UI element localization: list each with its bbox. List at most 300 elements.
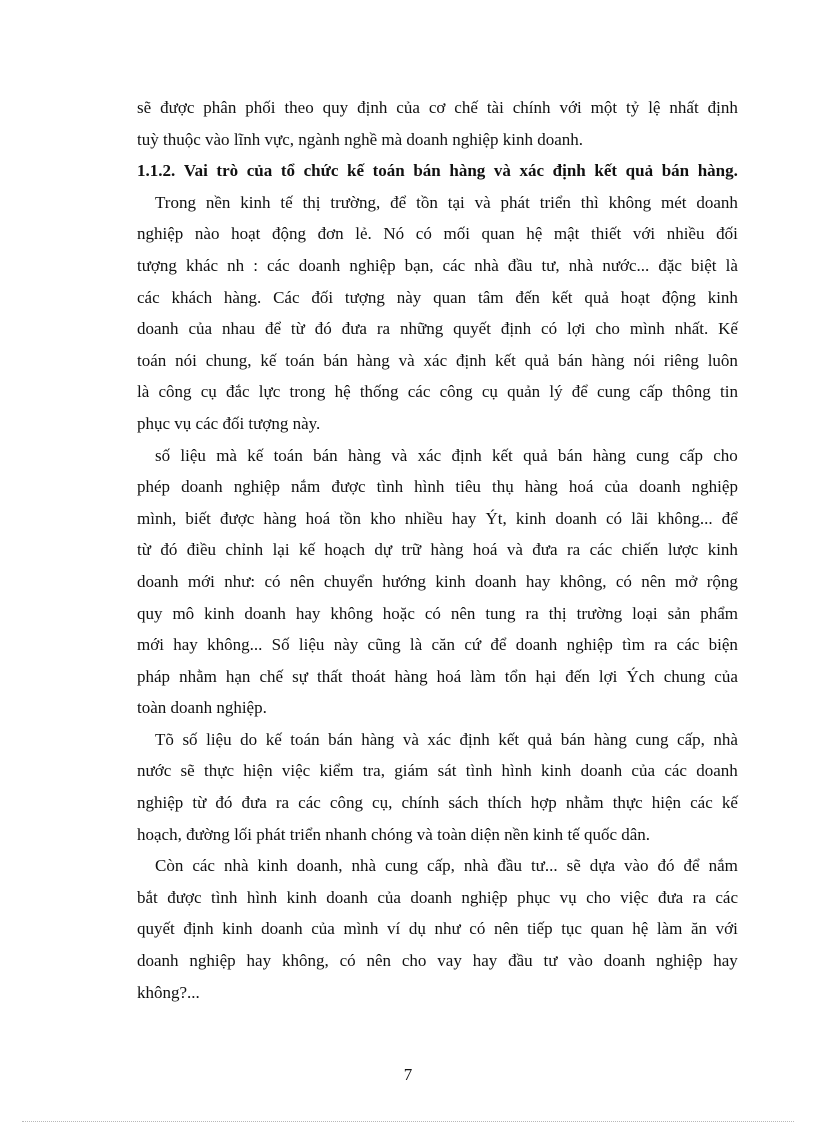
word: kinh	[707, 287, 738, 307]
word: nhất.	[674, 319, 709, 339]
word: quyết	[137, 919, 175, 939]
word: thuộc	[162, 129, 201, 149]
body-line	[137, 313, 738, 345]
word: vào	[205, 129, 230, 149]
body-line	[137, 882, 738, 914]
word: nền	[504, 824, 529, 844]
word: kinh	[222, 919, 253, 939]
word: nhằm	[565, 793, 604, 813]
word: nghề	[344, 129, 378, 149]
word: nước...	[602, 255, 650, 275]
word: doanh	[515, 635, 558, 655]
word: hàng.	[223, 287, 262, 307]
word: tế	[280, 192, 293, 212]
word: kinh	[257, 856, 288, 876]
word: hàng	[361, 729, 395, 749]
body-line	[137, 945, 738, 977]
page-bottom-border	[22, 1121, 794, 1122]
word: hại	[535, 666, 557, 686]
word: kế	[347, 161, 364, 181]
word: bán	[328, 729, 353, 749]
word: cấp,	[427, 856, 455, 876]
word: mình,	[137, 508, 177, 528]
word: kinh	[435, 571, 466, 591]
word: có	[606, 508, 623, 528]
word: đó	[215, 793, 233, 813]
word: của	[377, 887, 401, 907]
word: kế	[298, 540, 315, 560]
word: nước	[137, 761, 172, 781]
word: đặc	[658, 255, 682, 275]
word: bán	[560, 729, 586, 749]
body-line	[137, 534, 738, 566]
word: dựa	[589, 856, 616, 876]
word: hợp	[530, 793, 557, 813]
word: có	[469, 919, 486, 939]
word: ngành	[298, 129, 340, 149]
word: không,	[559, 571, 607, 591]
word: doanh	[137, 319, 179, 339]
word: Trong	[155, 192, 196, 212]
word: Kế	[718, 319, 738, 339]
word: và	[506, 540, 523, 560]
word: hoá	[305, 508, 331, 528]
word: trữ	[401, 540, 422, 560]
word: được	[167, 887, 202, 907]
word: tiếp	[527, 919, 553, 939]
word: bán	[557, 445, 583, 465]
word: ăn	[691, 919, 708, 939]
word: kế	[721, 793, 738, 813]
word: của	[604, 477, 629, 497]
word: quả	[527, 729, 553, 749]
word: hàng	[524, 477, 558, 497]
word: diện	[470, 824, 500, 844]
word: chức	[303, 161, 339, 181]
body-line	[137, 376, 738, 408]
word: biết	[185, 508, 211, 528]
word: riêng	[663, 350, 699, 370]
word: kinh	[240, 192, 271, 212]
word: để	[264, 319, 281, 339]
word: tục	[561, 919, 582, 939]
word: không	[330, 603, 373, 623]
word: chính	[401, 793, 440, 813]
word: xác	[417, 445, 442, 465]
paragraph-first-line	[137, 440, 738, 472]
word: nghiệp	[452, 129, 499, 149]
word: nên	[366, 951, 392, 971]
word: triển	[539, 192, 571, 212]
word: của	[396, 98, 420, 117]
word: hình	[501, 761, 532, 781]
word: nghiệp	[691, 477, 738, 497]
word: hoá	[472, 540, 498, 560]
word: cung	[597, 382, 631, 402]
word: quan	[481, 224, 515, 244]
word: mới	[187, 571, 215, 591]
word: tài	[486, 98, 504, 117]
word: theo	[284, 98, 314, 117]
word: tư...	[530, 856, 558, 876]
word: là	[409, 635, 423, 655]
word: ra	[275, 793, 290, 813]
word: có	[541, 319, 558, 339]
word: xác	[423, 350, 448, 370]
word: Tõ	[155, 729, 174, 749]
word: tâm	[477, 287, 504, 307]
word: lợi	[567, 319, 586, 339]
word: nhất	[669, 98, 699, 117]
word: nghiệp	[233, 477, 280, 497]
word: phục	[517, 887, 551, 907]
word: sách	[448, 793, 479, 813]
word: phát	[256, 824, 286, 844]
word: biệt	[691, 255, 717, 275]
word: làm	[470, 666, 496, 686]
word: chóng	[371, 824, 413, 844]
word: không...	[657, 508, 713, 528]
word: của	[188, 319, 213, 339]
word: cho	[713, 445, 738, 465]
word: doanh	[696, 192, 738, 212]
word: doanh	[410, 887, 452, 907]
word: này	[396, 287, 422, 307]
word: doanh	[555, 508, 597, 528]
word: này	[333, 635, 359, 655]
word: cụ,	[372, 793, 393, 813]
word: định	[500, 319, 532, 339]
word: của	[246, 161, 273, 181]
word: doanh	[298, 255, 341, 275]
word: hệ	[334, 382, 351, 402]
word: được	[160, 98, 195, 117]
word: công	[158, 382, 192, 402]
word: hay	[451, 508, 477, 528]
word: không?...	[137, 982, 200, 1002]
word: sự	[292, 666, 308, 686]
word: để	[683, 856, 700, 876]
word: như:	[224, 571, 256, 591]
word: kết	[495, 350, 516, 370]
word: doanh	[639, 477, 681, 497]
word: Vai	[183, 161, 208, 181]
body-line	[137, 661, 738, 693]
word: bắt	[137, 887, 158, 907]
word: doanh	[326, 887, 368, 907]
word: cho	[586, 887, 611, 907]
word: quy	[322, 98, 349, 117]
word: chính	[512, 98, 551, 117]
word: sẽ	[566, 856, 581, 876]
word: cấp	[639, 382, 663, 402]
word: tượng	[137, 255, 177, 275]
word: hàng.	[697, 161, 738, 181]
word: đắc	[225, 382, 250, 402]
word: này.	[292, 413, 321, 433]
word: đến	[515, 287, 540, 307]
body-line	[137, 566, 738, 598]
word: để	[390, 192, 407, 212]
word: các	[715, 887, 738, 907]
word: kết	[492, 445, 513, 465]
word: phục	[137, 413, 171, 433]
word: Ýt,	[485, 508, 507, 528]
word: căn	[431, 635, 456, 655]
word: :	[253, 255, 258, 275]
word: tồn	[339, 508, 362, 528]
word: định	[455, 350, 487, 370]
word: các	[589, 540, 613, 560]
word: có	[615, 571, 632, 591]
document-body	[137, 92, 738, 1008]
word: như	[434, 919, 461, 939]
word: hàng	[592, 445, 626, 465]
word: trong	[289, 382, 326, 402]
word: động	[661, 287, 696, 307]
word: luôn	[707, 350, 738, 370]
word: bán	[413, 161, 441, 181]
word: các	[664, 761, 687, 781]
word: và	[398, 350, 415, 370]
word: các	[298, 793, 321, 813]
word: hiện	[243, 761, 273, 781]
word: kết	[551, 287, 573, 307]
word: định	[707, 98, 738, 117]
word: hoạch	[324, 540, 365, 560]
word: chuyển	[323, 571, 373, 591]
word: thống	[359, 382, 399, 402]
word: hàng	[347, 445, 382, 465]
word: của	[631, 761, 656, 781]
word: từ	[192, 793, 207, 813]
word: hàng	[394, 666, 428, 686]
word: quốc	[583, 824, 618, 844]
word: giám	[394, 761, 429, 781]
word: liệu	[298, 635, 325, 655]
word: tiêu	[455, 477, 481, 497]
body-line	[137, 913, 738, 945]
word: nhà	[568, 255, 594, 275]
word: các	[267, 255, 290, 275]
word: mới	[137, 635, 164, 655]
word: hàng	[430, 540, 464, 560]
word: chỉnh	[225, 540, 264, 560]
word: các	[195, 413, 219, 433]
word: kinh	[532, 824, 564, 844]
word: đầu	[508, 951, 533, 971]
word: dự	[374, 540, 393, 560]
word: pháp	[137, 666, 171, 686]
body-line	[137, 692, 738, 724]
word: biện	[708, 635, 738, 655]
word: quan	[433, 287, 467, 307]
word: Các	[273, 287, 300, 307]
word: mình	[343, 919, 379, 939]
word: và	[416, 824, 433, 844]
word: ra	[566, 540, 581, 560]
word: phối	[245, 98, 276, 117]
word: hàng	[356, 350, 390, 370]
word: đưa	[657, 887, 684, 907]
word: các	[407, 382, 431, 402]
word: hay	[246, 951, 272, 971]
word: đến	[565, 666, 590, 686]
word: hướng	[382, 571, 426, 591]
word: nhiều	[404, 508, 443, 528]
word: tại	[447, 192, 465, 212]
word: nói	[175, 350, 197, 370]
word: mình	[629, 319, 665, 339]
word: toán	[273, 445, 303, 465]
word: có	[424, 603, 441, 623]
word: hoặc	[382, 603, 415, 623]
body-line	[137, 977, 738, 1009]
word: doanh.	[537, 129, 584, 149]
page-number: 7	[403, 1065, 413, 1084]
word: kinh	[502, 129, 533, 149]
word: được	[220, 508, 255, 528]
word: ra	[376, 319, 391, 339]
word: của	[311, 919, 335, 939]
word: chung	[663, 666, 706, 686]
word: nhà	[713, 729, 738, 749]
word: tung	[485, 603, 516, 623]
word: đó	[314, 319, 332, 339]
word: sát	[437, 761, 457, 781]
word: liệu	[206, 729, 232, 749]
word: nghiệp	[566, 635, 613, 655]
word: nên	[493, 919, 519, 939]
word: hoạt	[231, 224, 261, 244]
body-line	[137, 124, 738, 156]
word: bán	[313, 445, 338, 465]
word: để	[490, 635, 507, 655]
word: nào	[194, 224, 220, 244]
word: doanh	[137, 951, 179, 971]
body-line	[137, 787, 738, 819]
word: quả	[625, 161, 654, 181]
word: doanh	[474, 571, 517, 591]
word: phép	[137, 477, 171, 497]
word: không	[608, 192, 652, 212]
word: lại	[272, 540, 290, 560]
word: lực	[258, 382, 281, 402]
word: nghiệp	[189, 951, 236, 971]
word: hình	[414, 477, 445, 497]
word: số	[155, 445, 171, 465]
word: thích	[487, 793, 522, 813]
word: nhà	[474, 255, 499, 275]
word: kho	[370, 508, 396, 528]
word: những	[400, 319, 444, 339]
word: hàng	[591, 350, 625, 370]
word: chế	[259, 666, 284, 686]
word: cho	[595, 319, 620, 339]
word: tuỳ	[137, 129, 159, 149]
body-line	[137, 629, 738, 661]
word: hệ	[632, 919, 649, 939]
word: mở	[675, 571, 698, 591]
word: phân	[203, 98, 237, 117]
word: nghiệp	[349, 255, 396, 275]
word: nhà	[351, 856, 377, 876]
word: số	[182, 729, 198, 749]
word: loại	[632, 603, 658, 623]
word: chiến	[621, 540, 659, 560]
word: kiểm	[319, 761, 354, 781]
word: thực	[204, 761, 234, 781]
word: lĩnh	[233, 129, 261, 149]
word: vụ	[559, 887, 577, 907]
word: thoát	[351, 666, 386, 686]
word: đối	[311, 287, 334, 307]
word: sẽ	[137, 98, 152, 117]
word: toàn	[437, 824, 467, 844]
word: đầu	[507, 255, 533, 275]
word: việc	[620, 887, 649, 907]
word: lẻ.	[355, 224, 372, 244]
word: sẽ	[180, 761, 195, 781]
body-line	[137, 92, 738, 124]
word: nh	[227, 255, 245, 275]
word: nhà	[463, 856, 489, 876]
word: cấp,	[677, 729, 705, 749]
word: toán	[372, 161, 405, 181]
word: trường,	[330, 192, 381, 212]
word: vụ	[174, 413, 192, 433]
word: định	[357, 98, 388, 117]
word: rộng	[706, 571, 738, 591]
word: triển	[289, 824, 321, 844]
word: tình	[210, 887, 238, 907]
paragraph-first-line	[137, 724, 738, 756]
word: phát	[500, 192, 530, 212]
paragraph-first-line	[137, 187, 738, 219]
word: hay	[525, 571, 551, 591]
word: bán	[323, 350, 348, 370]
word: doanh	[603, 951, 646, 971]
word: kinh	[541, 761, 572, 781]
word: thì	[580, 192, 599, 212]
word: nên	[450, 603, 476, 623]
word: với	[632, 224, 656, 244]
word: khác	[186, 255, 219, 275]
word: tượng	[248, 413, 289, 433]
word: tình	[465, 761, 493, 781]
word: lược	[667, 540, 699, 560]
word: tin	[720, 382, 738, 402]
word: mà	[216, 445, 237, 465]
word: trường	[576, 603, 623, 623]
word: nhau	[221, 319, 256, 339]
word: Còn	[155, 856, 184, 876]
word: tế	[567, 824, 580, 844]
word: kết	[594, 161, 618, 181]
word: thông	[672, 382, 711, 402]
word: cung	[635, 729, 669, 749]
word: tượng	[344, 287, 385, 307]
word: Nó	[383, 224, 405, 244]
word: ra	[525, 603, 539, 623]
word: vực,	[264, 129, 295, 149]
word: với	[559, 98, 582, 117]
word: bán	[558, 350, 583, 370]
word: các	[192, 856, 215, 876]
word: định	[552, 161, 586, 181]
word: đơn	[317, 224, 344, 244]
word: hoá	[568, 477, 594, 497]
